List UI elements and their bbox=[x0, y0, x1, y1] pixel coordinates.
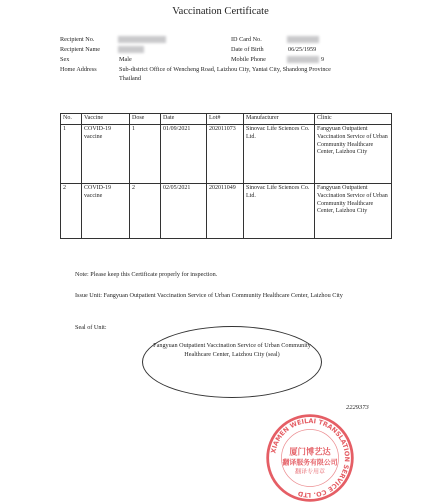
id-card-label: ID Card No. bbox=[231, 36, 262, 43]
seal-oval-text: Fangyuan Outpatient Vaccination Service of Urban Community Healthcare Center, Laizhou City (seal) bbox=[153, 342, 311, 358]
recipient-no-label: Recipient No. bbox=[60, 36, 95, 43]
table-row bbox=[61, 184, 392, 239]
cell-date: 02/05/2021 bbox=[161, 184, 207, 239]
table-header-row bbox=[61, 114, 392, 125]
mobile-value-tail: 9 bbox=[321, 56, 325, 63]
recipient-name-label: Recipient Name bbox=[60, 46, 101, 53]
cell-date: 01/09/2021 bbox=[161, 125, 207, 184]
cell-dose: 1 bbox=[130, 125, 161, 184]
col-header-vaccine: Vaccine bbox=[82, 114, 130, 125]
note-text: Note: Please keep this Certificate properly for inspection. bbox=[75, 271, 218, 278]
cell-dose: 2 bbox=[130, 184, 161, 239]
col-header-manufacturer: Manufacturer bbox=[244, 114, 315, 125]
seal-oval bbox=[142, 326, 322, 398]
seal-label: Seal of Unit: bbox=[75, 324, 107, 331]
sex-label: Sex bbox=[60, 56, 70, 63]
svg-text:翻译服务有限公司: 翻译服务有限公司 bbox=[282, 458, 338, 467]
redacted-mobile bbox=[287, 56, 319, 63]
cell-manufacturer: Sinovac Life Sciences Co. Ltd. bbox=[244, 125, 315, 184]
col-header-dose: Dose bbox=[130, 114, 161, 125]
translation-stamp-icon bbox=[264, 412, 356, 504]
serial-number: 2229373 bbox=[346, 404, 369, 411]
cell-vaccine: COVID-19 vaccine bbox=[82, 125, 130, 184]
dob-label: Date of Birth bbox=[231, 46, 264, 53]
home-address-line1: Sub-district Office of Wencheng Road, Laizhou City, Yantai City, Shandong Province bbox=[119, 66, 331, 73]
svg-text:厦门博艺达: 厦门博艺达 bbox=[289, 446, 331, 457]
home-address-label: Home Address bbox=[60, 66, 97, 73]
dob-value: 06/25/1959 bbox=[288, 46, 317, 53]
issue-unit-text: Issue Unit: Fangyuan Outpatient Vaccination Service of Urban Community Healthcare Center, Laizhou City bbox=[75, 292, 343, 299]
redacted-id-card bbox=[287, 36, 319, 43]
home-address-line2: Thailand bbox=[119, 75, 141, 82]
mobile-label: Mobile Phone bbox=[231, 56, 266, 63]
cell-clinic: Fangyuan Outpatient Vaccination Service of Urban Community Healthcare Center, Laizhou City bbox=[315, 125, 392, 184]
redacted-recipient-no bbox=[118, 36, 166, 43]
table-row bbox=[61, 125, 392, 184]
col-header-lot: Lot# bbox=[207, 114, 244, 125]
redacted-recipient-name bbox=[118, 46, 144, 53]
cell-no: 2 bbox=[61, 184, 82, 239]
col-header-date: Date bbox=[161, 114, 207, 125]
cell-vaccine: COVID-19 vaccine bbox=[82, 184, 130, 239]
document-title: Vaccination Certificate bbox=[172, 6, 269, 17]
cell-lot: 202011073 bbox=[207, 125, 244, 184]
cell-lot: 202011049 bbox=[207, 184, 244, 239]
col-header-clinic: Clinic bbox=[315, 114, 392, 125]
col-header-no: No. bbox=[61, 114, 82, 125]
svg-text:翻译专用章: 翻译专用章 bbox=[295, 468, 325, 476]
svg-text:XIAMEN WEILAI TRANSLATION SERV: XIAMEN WEILAI TRANSLATION SERVICE CO. LTD bbox=[269, 416, 352, 499]
cell-manufacturer: Sinovac Life Sciences Co. Ltd. bbox=[244, 184, 315, 239]
sex-value: Male bbox=[119, 56, 132, 63]
cell-no: 1 bbox=[61, 125, 82, 184]
cell-clinic: Fangyuan Outpatient Vaccination Service of Urban Community Healthcare Center, Laizhou City bbox=[315, 184, 392, 239]
vaccination-table bbox=[60, 113, 392, 239]
